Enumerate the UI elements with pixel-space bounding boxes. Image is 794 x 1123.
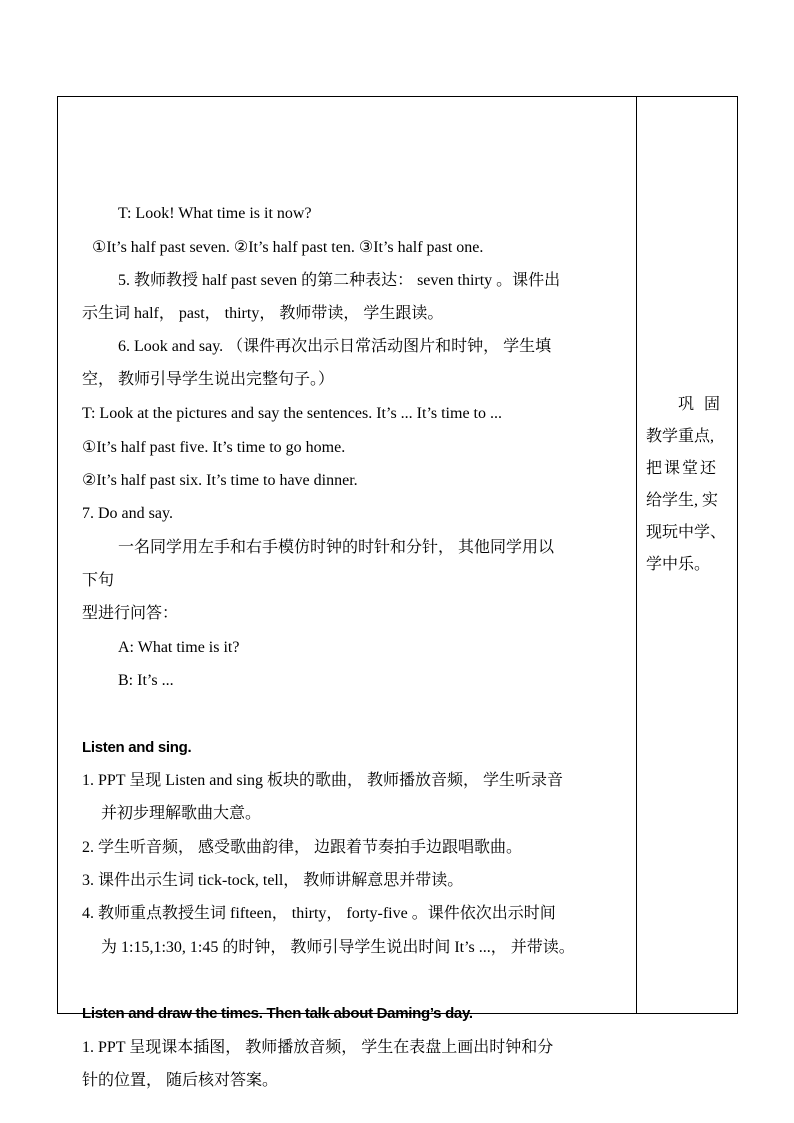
teaching-steps-cell [58,97,637,1089]
text-line: 型进行问答： [82,605,179,622]
design-intent-line: 教学重点, [646,428,715,445]
design-intent-line: 学中乐。 [646,556,711,573]
text-line: 3. 课件出示生词 tick-tock, tell， 教师讲解意思并带读。 [82,872,464,889]
design-intent-line: 给学生, 实 [646,492,719,509]
text-line: 并初步理解歌曲大意。 [101,805,262,822]
text-line: ②It’s half past six. It’s time to have dinner. [82,472,358,489]
text-line: B: It’s ... [118,672,174,689]
text-line: 1. PPT 呈现 Listen and sing 板块的歌曲， 教师播放音频， 学生听录音 [82,772,564,789]
text-line: 一名同学用左手和右手模仿时钟的时针和分针， 其他同学用以 [118,539,555,556]
text-line: T: Look at the pictures and say the sentences. It’s ... It’s time to ... [82,405,502,422]
text-line: 2. 学生听音频， 感受歌曲韵律， 边跟着节奏拍手边跟唱歌曲。 [82,839,523,856]
design-intent-line: 现玩中学、 [646,524,727,541]
section-heading: Listen and sing. [82,739,192,756]
text-line: 为 1:15,1:30, 1:45 的时钟， 教师引导学生说出时间 It’s ...， 并带读。 [101,939,575,956]
text-line: 示生词 half， past， thirty， 教师带读， 学生跟读。 [82,305,444,322]
text-line: 下句 [82,572,115,589]
text-line: ①It’s half past seven. ②It’s half past ten. ③It’s half past one. [92,239,484,256]
design-intent-line: 巩固 [678,396,731,413]
text-line: 4. 教师重点教授生词 fifteen， thirty， forty-five 。课件依次出示时间 [82,905,556,922]
text-line: 6. Look and say. （课件再次出示日常活动图片和时钟， 学生填 [118,338,552,355]
text-line: 空， 教师引导学生说出完整句子。） [82,371,335,388]
text-line: 针的位置， 随后核对答案。 [82,1072,279,1089]
text-line: 1. PPT 呈现课本插图， 教师播放音频， 学生在表盘上画出时钟和分 [82,1039,554,1056]
text-line: ①It’s half past five. It’s time to go home. [82,439,346,456]
text-line: A: What time is it? [118,639,240,656]
text-line: T: Look! What time is it now? [118,205,312,222]
section-heading: Listen and draw the times. Then talk about Daming’s day. [82,1005,473,1022]
design-intent-cell [637,97,737,1013]
lesson-table [57,96,738,1089]
text-line: 7. Do and say. [82,505,173,522]
text-line: 5. 教师教授 half past seven 的第二种表达： seven thirty 。课件出 [118,272,561,289]
design-intent-line: 把课堂还 [646,460,719,477]
design-intent-text [646,389,732,581]
